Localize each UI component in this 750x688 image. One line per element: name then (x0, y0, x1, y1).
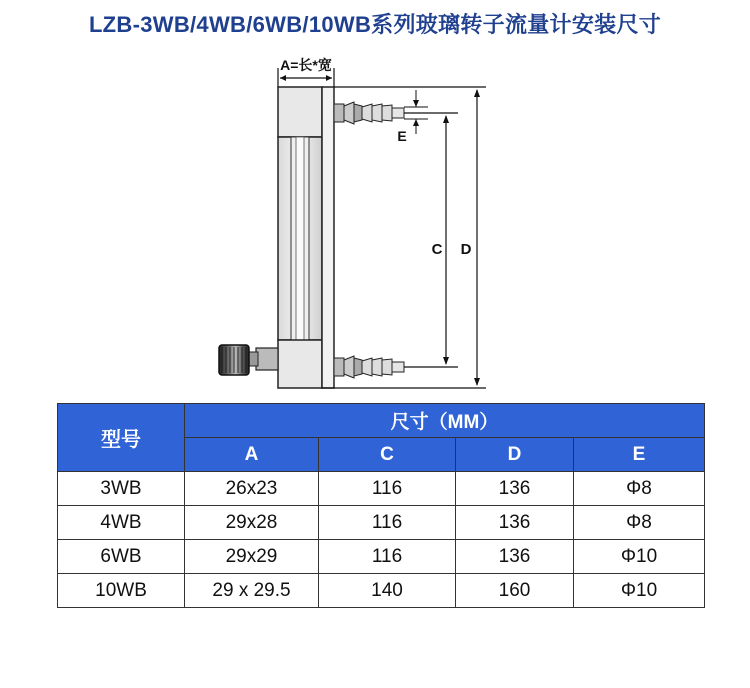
table-row (58, 506, 705, 540)
cell-e: Φ8 (574, 506, 705, 540)
flowmeter-body (278, 87, 334, 388)
label-a: A=长*宽 (280, 57, 332, 73)
label-c: C (431, 241, 443, 258)
cell-model: 4WB (58, 506, 185, 540)
header-col-d: D (456, 438, 574, 472)
cell-d: 136 (456, 540, 574, 574)
cell-d: 160 (456, 574, 574, 608)
cell-e: Φ8 (574, 472, 705, 506)
cell-c: 116 (319, 506, 456, 540)
label-d: D (460, 241, 472, 258)
cell-d: 136 (456, 472, 574, 506)
header-col-a: A (185, 438, 319, 472)
flowmeter-diagram (0, 40, 750, 400)
cell-model: 6WB (58, 540, 185, 574)
dimension-c (404, 113, 458, 367)
bottom-fitting (334, 356, 404, 378)
cell-d: 136 (456, 506, 574, 540)
valve-knob (219, 345, 278, 375)
table-row (58, 472, 705, 506)
header-col-c: C (319, 438, 456, 472)
page-title: LZB-3WB/4WB/6WB/10WB系列玻璃转子流量计安装尺寸 (88, 12, 662, 37)
cell-c: 140 (319, 574, 456, 608)
header-model: 型号 (58, 404, 185, 472)
header-col-e: E (574, 438, 705, 472)
table-row (58, 540, 705, 574)
cell-e: Φ10 (574, 540, 705, 574)
cell-model: 10WB (58, 574, 185, 608)
cell-a: 29x28 (185, 506, 319, 540)
top-fitting (334, 102, 404, 124)
dimension-a (278, 57, 334, 88)
cell-model: 3WB (58, 472, 185, 506)
header-size: 尺寸（MM） (185, 404, 705, 438)
label-e: E (397, 128, 407, 144)
cell-a: 26x23 (185, 472, 319, 506)
cell-e: Φ10 (574, 574, 705, 608)
table-row (58, 574, 705, 608)
spec-table (57, 403, 705, 608)
cell-c: 116 (319, 472, 456, 506)
cell-a: 29 x 29.5 (185, 574, 319, 608)
cell-c: 116 (319, 540, 456, 574)
cell-a: 29x29 (185, 540, 319, 574)
